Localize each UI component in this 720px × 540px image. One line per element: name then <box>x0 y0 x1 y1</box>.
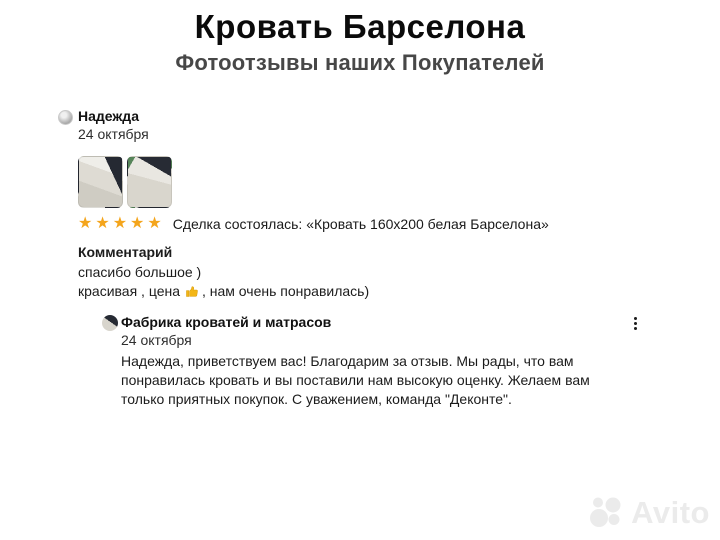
reviewer-avatar <box>58 110 73 125</box>
avito-watermark-text: Avito <box>631 494 710 530</box>
reviewer-name[interactable]: Надежда <box>78 108 139 124</box>
seller-name[interactable]: Фабрика кроватей и матрасов <box>121 314 332 330</box>
kebab-menu-button[interactable] <box>626 314 644 332</box>
comment-line-1: спасибо большое ) <box>78 264 202 280</box>
avito-watermark <box>588 494 710 530</box>
thumbs-up-icon <box>185 284 200 299</box>
avito-logo-icon <box>588 494 628 530</box>
reply-date: 24 октября <box>121 332 192 348</box>
reply-text: Надежда, приветствуем вас! Благодарим за отзыв. Мы рады, что вам понравилась кровать и вы поставили нам высокую оценку. Желаем вам только приятных покупок. С уважением, команда "Деконте". <box>121 353 590 407</box>
rating-row <box>78 215 642 233</box>
comment-line-2-text-after: , нам очень понравилась) <box>202 283 370 299</box>
review-content <box>78 108 642 409</box>
deal-text: Сделка состоялась: «Кровать 160x200 белая Барселона» <box>172 216 549 232</box>
comment-title: Комментарий <box>78 244 173 260</box>
comment-line-2-text-before: красивая , цена <box>78 283 180 299</box>
seller-reply <box>102 314 642 409</box>
review-photo-bed-corner[interactable] <box>78 156 123 208</box>
review-card <box>58 108 642 409</box>
review-date: 24 октября <box>78 126 149 142</box>
star-rating: ★★★★★ <box>78 215 165 232</box>
review-photos <box>78 156 642 208</box>
comment-line-2 <box>78 283 642 299</box>
reply-content <box>121 314 642 409</box>
review-photo-bed-side[interactable] <box>127 156 172 208</box>
seller-avatar <box>102 315 118 331</box>
page-subtitle: Фотоотзывы наших Покупателей <box>175 50 545 75</box>
page-title: Кровать Барселона <box>194 8 526 45</box>
